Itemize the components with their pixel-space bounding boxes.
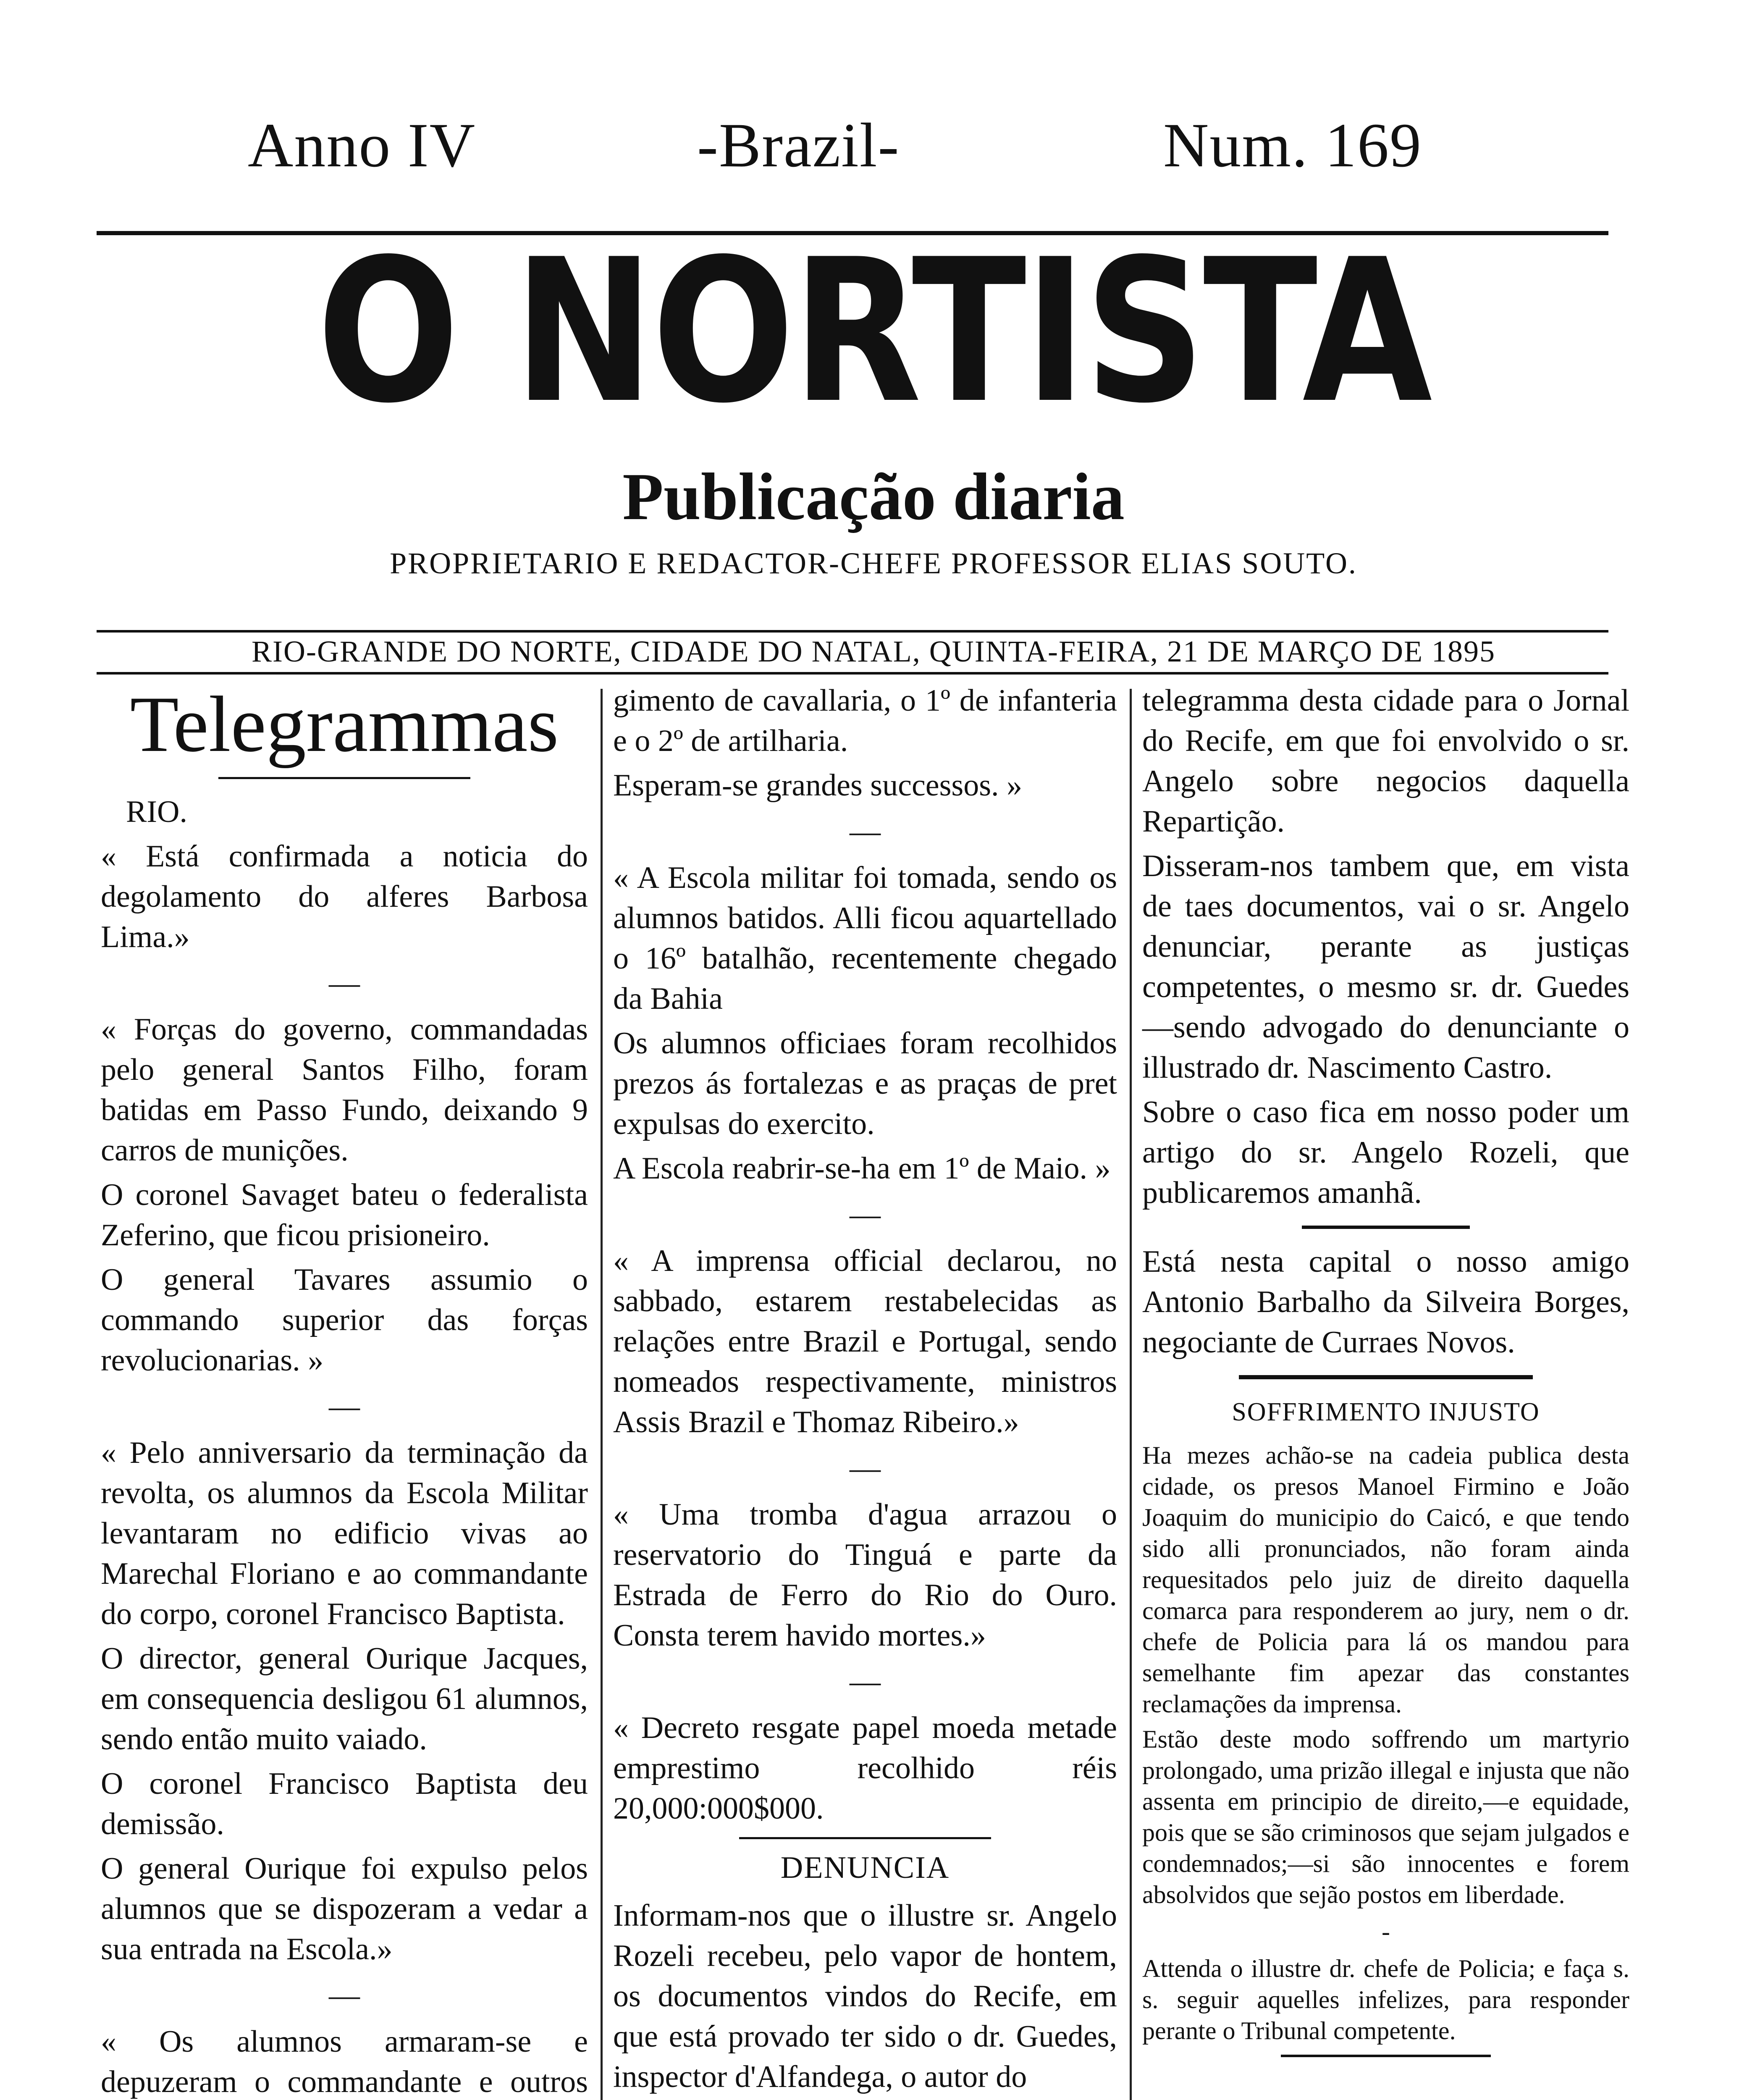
section-rule <box>1281 2055 1491 2057</box>
paragraph: A Escola reabrir-se-ha em 1º de Maio. » <box>613 1151 1111 1186</box>
paragraph: « A Escola militar foi tomada, sendo os alumnos batidos. Alli ficou aquartellado o 16º batalhão, recentemente chegado da Bahia <box>613 861 1117 1016</box>
paragraph: « Decreto resgate papel moeda metade emprestimo recolhido réis 20,000:000$000. <box>613 1711 1117 1826</box>
section-heading: DENUNCIA <box>780 1851 950 1885</box>
paragraph: « Pelo anniversario da terminação da revolta, os alumnos da Escola Militar levantaram no edificio vivas ao Marechal Floriano e ao commandante do corpo, coronel Francisco Baptista. <box>101 1436 588 1631</box>
heading-rule <box>218 777 470 779</box>
separator: — <box>850 814 881 849</box>
section-heading: SOFFRIMENTO INJUSTO <box>1232 1398 1540 1426</box>
separator: — <box>329 966 360 1000</box>
column-1 <box>101 680 588 2100</box>
paragraph: Sobre o caso fica em nosso poder um artigo do sr. Angelo Rozeli, que publicaremos amanhã. <box>1142 1095 1629 1210</box>
paragraph: Disseram-nos tambem que, em vista de taes documentos, vai o sr. Angelo denunciar, perante as justiças competentes, o mesmo sr. dr. Guedes—sendo advogado do denunciante o illustrado dr. Nascimento Castro. <box>1142 849 1629 1085</box>
paragraph: Informam-nos que o illustre sr. Angelo Rozeli recebeu, pelo vapor de hontem, os documentos vindos do Recife, em que está provado ter sido o dr. Guedes, inspector d'Alfandega, o autor do <box>613 1898 1117 2094</box>
paragraph: RIO. <box>126 795 187 829</box>
separator: — <box>850 1197 881 1232</box>
masthead-owner: PROPRIETARIO E REDACTOR-CHEFE PROFESSOR ELIAS SOUTO. <box>390 546 1357 580</box>
section-heading: Telegrammas <box>130 680 559 769</box>
paragraph: Está nesta capital o nosso amigo Antonio Barbalho da Silveira Borges, negociante de Curraes Novos. <box>1142 1244 1629 1360</box>
paragraph: gimento de cavallaria, o 1º de infanteria e o 2º de artilharia. <box>613 683 1117 758</box>
header-line <box>92 109 1596 180</box>
issue-number: Num. 169 <box>1163 110 1422 180</box>
issue-year: Anno IV <box>248 110 476 180</box>
separator: — <box>329 1978 360 2013</box>
paragraph: Os alumnos officiaes foram recolhidos prezos ás fortalezas e as praças de pret expulsas do exercito. <box>613 1026 1117 1141</box>
section-rule <box>1239 1375 1533 1379</box>
separator: - <box>1382 1918 1390 1945</box>
paragraph: Estão deste modo soffrendo um martyrio prolongado, uma prizão illegal e injusta que não assenta em principio de direito,—e equidade, pois que se são criminosos que sejam julgados e condemnados;—si são innocentes e forem absolvidos que sejão postos em liberdade. <box>1142 1725 1629 1908</box>
paragraph: O director, general Ourique Jacques, em consequencia desligou 61 alumnos, sendo então muito vaiado. <box>101 1641 588 1756</box>
separator: — <box>850 1664 881 1699</box>
paragraph: « Uma tromba d'agua arrazou o reservatorio do Tinguá e parte da Estrada de Ferro do Rio do Ouro. Consta terem havido mortes.» <box>613 1497 1117 1653</box>
paragraph: « Os alumnos armaram-se e depuzeram o commandante e outros <box>101 2024 588 2099</box>
paragraph: telegramma desta cidade para o Jornal do Recife, em que foi envolvido o sr. Angelo sobre negocios daquella Repartição. <box>1142 683 1629 839</box>
paragraph: « Está confirmada a noticia do degolamento do alferes Barbosa Lima.» <box>101 839 588 954</box>
paragraph: « Forças do governo, commandadas pelo general Santos Filho, foram batidas em Passo Fundo, deixando 9 carros de munições. <box>101 1012 588 1168</box>
paragraph: O general Tavares assumio o commando superior das forças revolucionarias. » <box>101 1263 588 1378</box>
dateline-rule-bottom <box>97 672 1608 675</box>
masthead-title: O NORTISTA <box>317 217 1430 446</box>
dateline: RIO-GRANDE DO NORTE, CIDADE DO NATAL, QUINTA-FEIRA, 21 DE MARÇO DE 1895 <box>252 635 1495 668</box>
column-2 <box>613 680 1117 2100</box>
paragraph: Esperam-se grandes successos. » <box>613 768 1023 803</box>
separator: — <box>850 1451 881 1486</box>
section-rule <box>1302 1226 1470 1229</box>
section-rule <box>739 1837 991 1839</box>
paragraph: O general Ourique foi expulso pelos alumnos que se dispozeram a vedar a sua entrada na Escola.» <box>101 1851 588 1966</box>
paragraph: Ha mezes achão-se na cadeia publica desta cidade, os presos Manoel Firmino e João Joaquim do municipio do Caicó, e que tendo sido alli pronunciados, não foram ainda requesitados pelo juiz de direito daquella comarca para responderem ao jury, nem o dr. chefe de Policia para lá os mandou para semelhante fim apezar das constantes reclamações da imprensa. <box>1142 1441 1629 1718</box>
issue-place: -Brazil- <box>697 110 900 180</box>
paragraph: O coronel Francisco Baptista deu demissão. <box>101 1767 588 1841</box>
masthead-subtitle: Publicação diaria <box>622 459 1125 534</box>
paragraph: Attenda o illustre dr. chefe de Policia; e faça s. s. seguir aquelles infelizes, para responder perante o Tribunal competente. <box>1142 1955 1629 2045</box>
dateline-rule-top <box>97 630 1608 633</box>
column-rule-1 <box>601 689 603 2100</box>
separator: — <box>329 1389 360 1424</box>
paragraph: O coronel Savaget bateu o federalista Zeferino, que ficou prisioneiro. <box>101 1178 588 1252</box>
paragraph: « A imprensa official declarou, no sabbado, estarem restabelecidas as relações entre Brazil e Portugal, sendo nomeados respectivamente, ministros Assis Brazil e Thomaz Ribeiro.» <box>613 1244 1117 1439</box>
column-3 <box>1142 680 1629 2066</box>
column-rule-2 <box>1130 689 1132 2100</box>
